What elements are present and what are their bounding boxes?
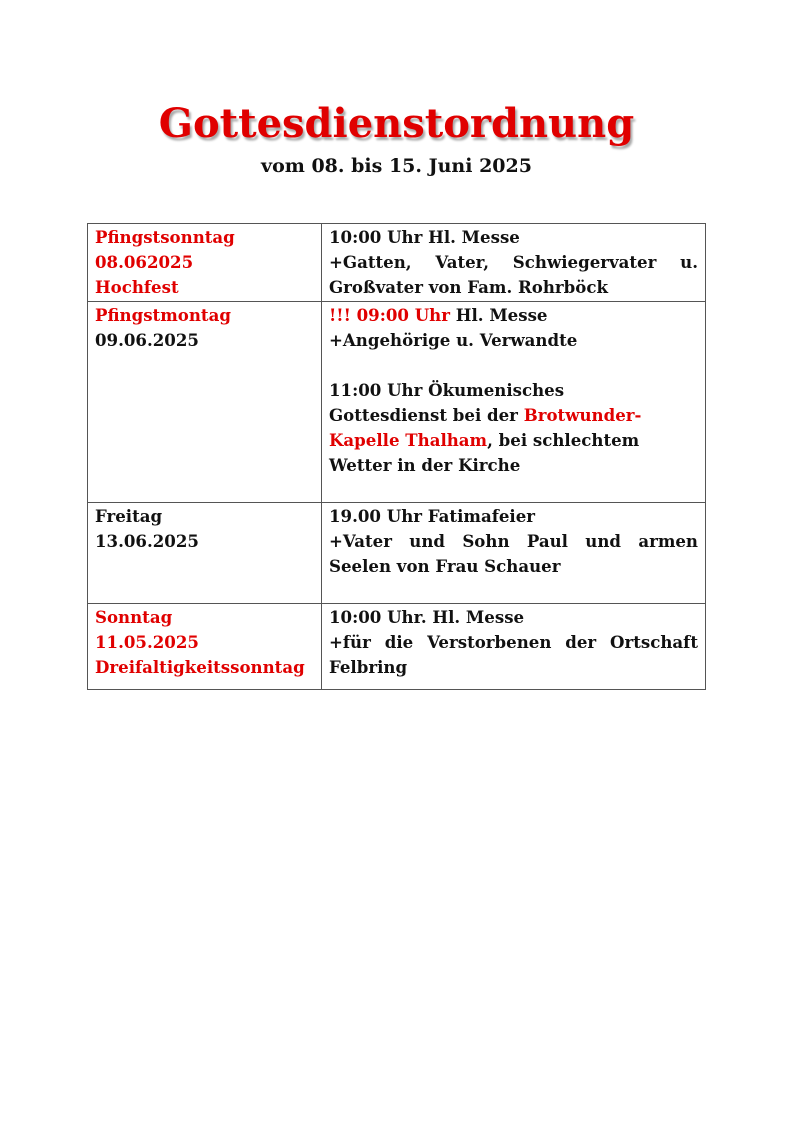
event-location: Kapelle Thalham	[329, 430, 488, 450]
event-description: Wetter in der Kirche	[329, 455, 521, 475]
service-cell	[322, 302, 706, 503]
event-text: , bei schlechtem	[487, 430, 640, 450]
service-time: 10:00 Uhr Hl. Messe	[329, 227, 520, 247]
service-type: Hl. Messe	[450, 305, 548, 325]
event-text: Gottesdienst bei der	[329, 405, 524, 425]
date-range-subtitle: vom 08. bis 15. Juni 2025	[261, 155, 532, 177]
table-row	[88, 224, 706, 302]
day-cell	[88, 302, 322, 503]
table-row	[88, 302, 706, 503]
event-location: Brotwunder-	[523, 405, 642, 425]
service-time	[329, 303, 698, 328]
mass-intention: +für die Verstorbenen der Ortschaft	[329, 632, 698, 652]
feast-label: Dreifaltigkeitssonntag	[95, 657, 305, 677]
day-cell	[88, 503, 322, 604]
mass-intention: +Vater und Sohn Paul und armen	[329, 531, 698, 551]
service-time: 10:00 Uhr. Hl. Messe	[329, 607, 525, 627]
spacer	[329, 353, 698, 378]
service-cell	[322, 503, 706, 604]
day-cell	[88, 604, 322, 690]
mass-intention: +Gatten, Vater, Schwiegervater u.	[329, 252, 698, 272]
event-time: 11:00 Uhr Ökumenisches	[329, 380, 565, 400]
mass-intention: Seelen von Frau Schauer	[329, 556, 561, 576]
event-description	[329, 428, 698, 453]
day-name: Sonntag	[95, 607, 173, 627]
day-date: 13.06.2025	[95, 531, 199, 551]
service-time: 19.00 Uhr Fatimafeier	[329, 506, 535, 526]
mass-intention: Großvater von Fam. Rohrböck	[329, 277, 608, 297]
service-time-highlight: !!! 09:00 Uhr	[329, 305, 450, 325]
feast-label: Hochfest	[95, 277, 179, 297]
day-name: Pfingstsonntag	[95, 227, 235, 247]
mass-intention: +Angehörige u. Verwandte	[329, 330, 578, 350]
page-title: Gottesdienstordnung	[158, 100, 635, 147]
table-row	[88, 604, 706, 690]
day-name: Pfingstmontag	[95, 305, 231, 325]
table-row	[88, 503, 706, 604]
day-name: Freitag	[95, 506, 163, 526]
service-cell	[322, 224, 706, 302]
day-cell	[88, 224, 322, 302]
mass-intention: Felbring	[329, 657, 408, 677]
service-schedule-table	[87, 223, 706, 690]
day-date: 11.05.2025	[95, 632, 199, 652]
service-cell	[322, 604, 706, 690]
day-date: 08.062025	[95, 252, 194, 272]
day-date: 09.06.2025	[95, 330, 199, 350]
event-description	[329, 403, 698, 428]
